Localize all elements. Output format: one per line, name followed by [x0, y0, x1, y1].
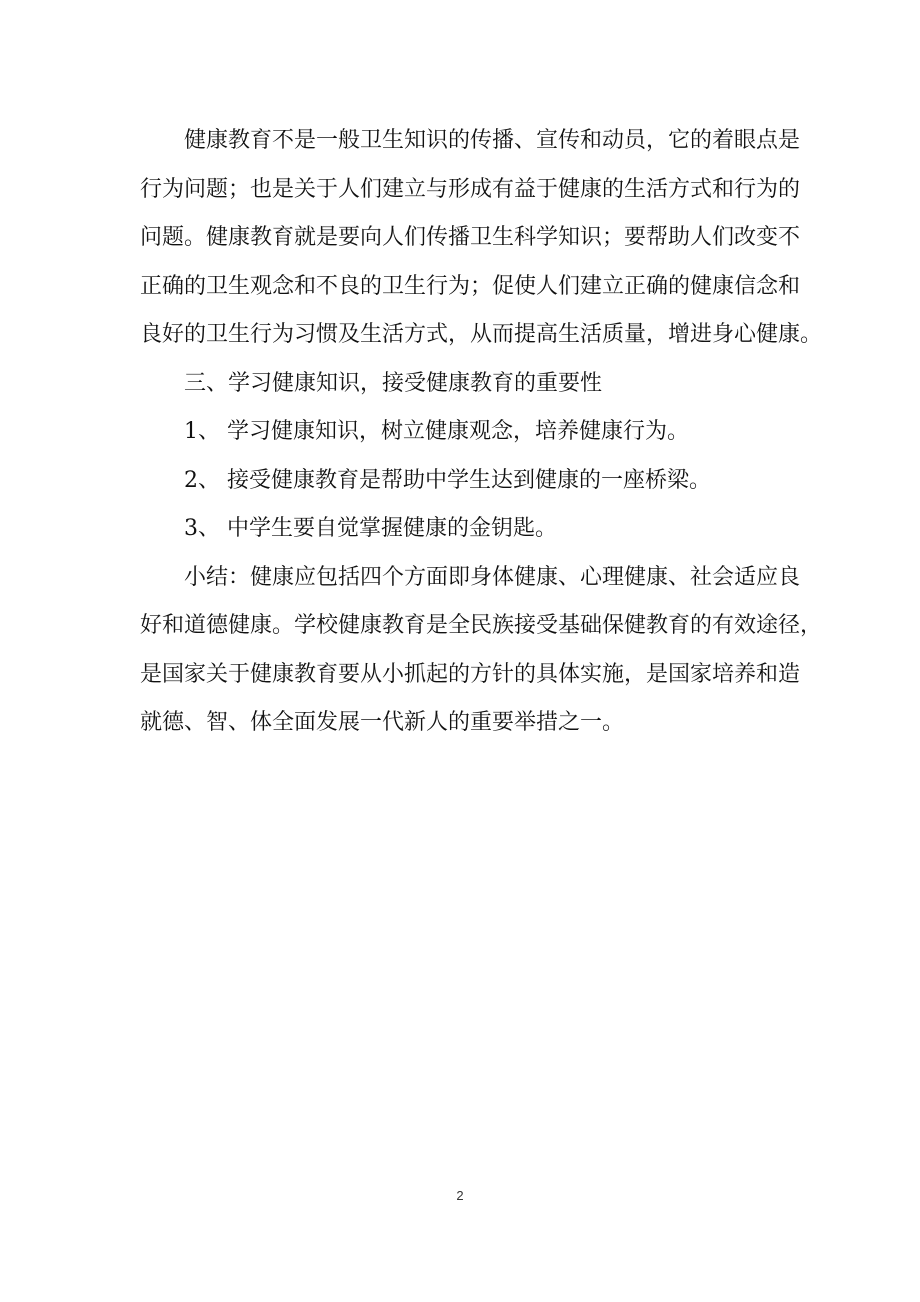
paragraph-line: 是国家关于健康教育要从小抓起的方针的具体实施，是国家培养和造 — [140, 661, 801, 687]
paragraph-health-education-definition — [140, 117, 823, 360]
page-number: 2 — [456, 1188, 464, 1203]
paragraph-line: 好和道德健康。学校健康教育是全民族接受基础保健教育的有效途径， — [140, 613, 823, 638]
list-item: 3、 中学生要自觉掌握健康的金钥匙。 — [184, 516, 557, 541]
list-item: 2、 接受健康教育是帮助中学生达到健康的一座桥梁。 — [184, 467, 711, 493]
summary-paragraph — [140, 554, 823, 748]
document-body — [140, 117, 823, 748]
numbered-list — [140, 408, 785, 554]
paragraph-line: 正确的卫生观念和不良的卫生行为；促使人们建立正确的健康信念和 — [140, 273, 801, 299]
paragraph-line: 就德、智、体全面发展一代新人的重要举措之一。 — [140, 710, 625, 735]
paragraph-line: 小结：健康应包括四个方面即身体健康、心理健康、社会适应良 — [184, 564, 801, 590]
paragraph-line: 行为问题；也是关于人们建立与形成有益于健康的生活方式和行为的 — [140, 176, 801, 202]
list-item: 1、 学习健康知识，树立健康观念，培养健康行为。 — [184, 419, 689, 444]
paragraph-line: 健康教育不是一般卫生知识的传播、宣传和动员，它的着眼点是 — [184, 128, 801, 153]
paragraph-line: 问题。健康教育就是要向人们传播卫生科学知识；要帮助人们改变不 — [140, 225, 801, 250]
paragraph-line: 良好的卫生行为习惯及生活方式，从而提高生活质量，增进身心健康。 — [140, 322, 823, 347]
section-heading: 三、学习健康知识，接受健康教育的重要性 — [184, 370, 603, 396]
